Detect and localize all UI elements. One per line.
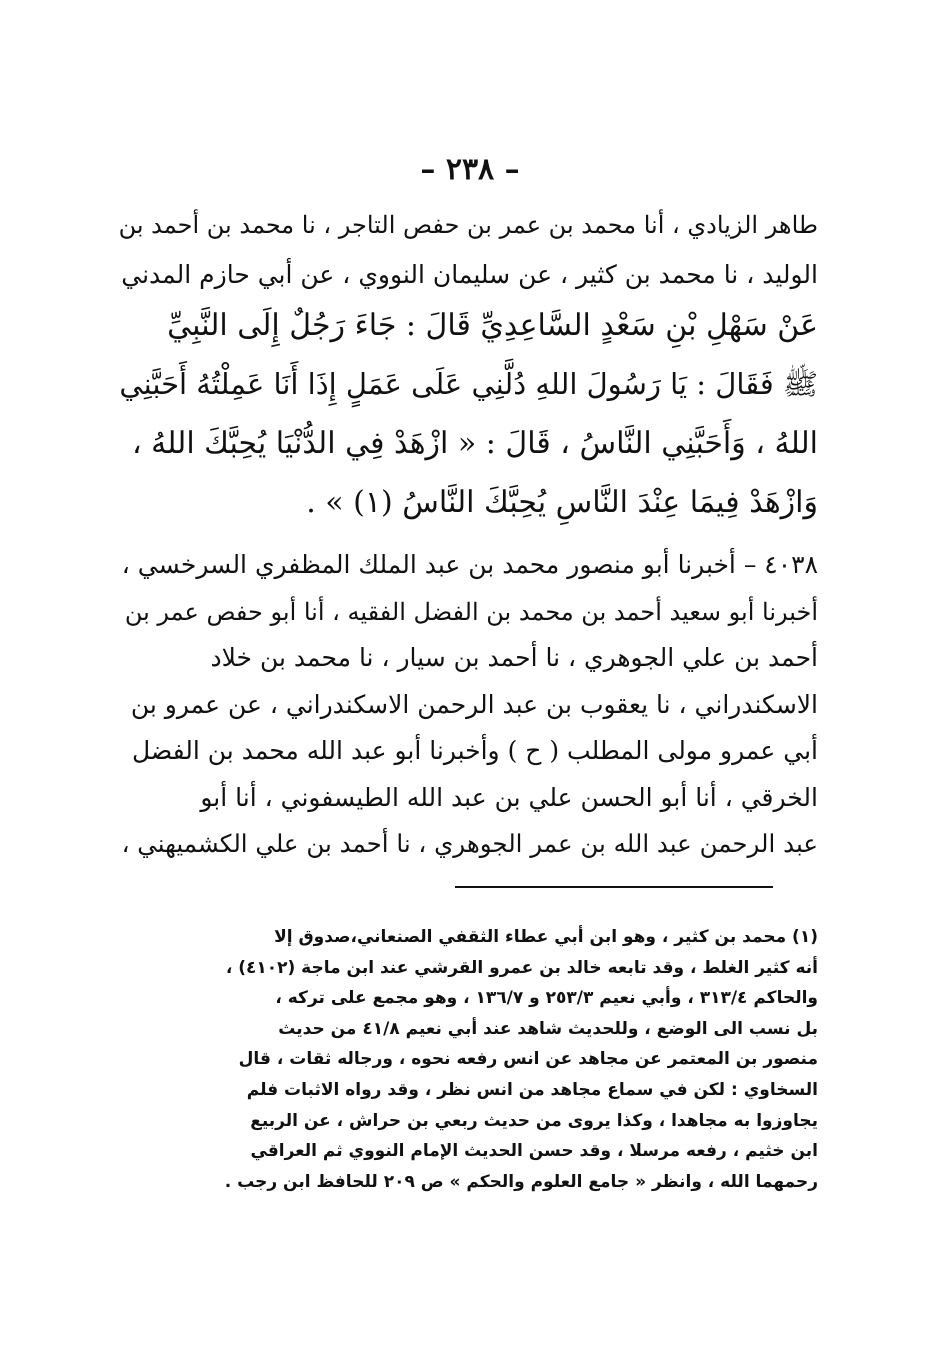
hadith-line: عَنْ سَهْلِ بْنِ سَعْدٍ السَّاعِدِيِّ قَالَ : جَاءَ رَجُلٌ إِلَى النَّبِيِّ — [167, 308, 818, 343]
page-number: – ٢٣٨ – — [420, 152, 520, 187]
text-line: أخبرنا أبو سعيد أحمد بن محمد بن الفضل الفقيه ، أنا أبو حفص عمر بن — [124, 597, 818, 626]
text-line: أحمد بن علي الجوهري ، نا أحمد بن سيار ، نا محمد بن خلاد — [210, 643, 818, 672]
footnote-separator — [455, 886, 773, 888]
hadith-line: وَازْهَدْ فِيمَا عِنْدَ النَّاسِ يُحِبَّكَ النَّاسُ (١) » . — [306, 485, 818, 520]
hadith-text — [118, 296, 818, 532]
footnote-line: (١) محمد بن كثير ، وهو ابن أبي عطاء الثقفي الصنعاني،صدوق إلا — [274, 927, 818, 947]
text-line: الخرقي ، أنا أبو الحسن علي بن عبد الله الطيسفوني ، أنا أبو — [200, 782, 818, 812]
isnad-continuation — [118, 200, 818, 300]
footnote-line: بل نسب الى الوضع ، وللحديث شاهد عند أبي نعيم ٤١/٨ من حديث — [278, 1018, 818, 1039]
footnote-line: يجاوزوا به مجاهدا ، وكذا يروى من حديث ربعي بن حراش ، عن الربيع — [250, 1110, 818, 1131]
hadith-line: ﷺ فَقَالَ : يَا رَسُولَ اللهِ دُلَّنِي عَلَى عَمَلٍ إِذَا أَنَا عَمِلْتُهُ أَحَبَّنِي — [119, 367, 818, 401]
text-line: الوليد ، نا محمد بن كثير ، عن سليمان النووي ، عن أبي حازم المدني — [121, 260, 818, 289]
text-line: طاهر الزيادي ، أنا محمد بن عمر بن حفص التاجر ، نا محمد بن أحمد بن — [118, 211, 818, 239]
footnote-line: رحمهما الله ، وانظر « جامع العلوم والحكم » ص ٢٠٩ للحافظ ابن رجب . — [224, 1171, 818, 1192]
footnote — [118, 922, 818, 1197]
footnote-line: والحاكم ٣١٣/٤ ، وأبي نعيم ٢٥٣/٣ و ١٣٦/٧ ، وهو مجمع على تركه ، — [275, 988, 818, 1009]
hadith-line: اللهُ ، وَأَحَبَّنِي النَّاسُ ، قَالَ : « ازْهَدْ فِي الدُّنْيَا يُحِبَّكَ اللهُ ، — [131, 426, 818, 461]
text-line: الاسكندراني ، نا يعقوب بن عبد الرحمن الاسكندراني ، عن عمرو بن — [130, 689, 818, 719]
footnote-line: ابن خثيم ، رفعه مرسلا ، وقد حسن الحديث الإمام النووي ثم العراقي — [250, 1141, 818, 1162]
footnote-line: السخاوي : لكن في سماع مجاهد من انس نظر ، وقد رواه الاثبات فلم — [246, 1079, 818, 1100]
footnote-line: أنه كثير الغلط ، وقد تابعه خالد بن عمرو القرشي عند ابن ماجة (٤١٠٢) ، — [225, 957, 818, 978]
text-line: أبي عمرو مولى المطلب ( ح ) وأخبرنا أبو عبد الله محمد بن الفضل — [132, 736, 818, 765]
text-line: عبد الرحمن عبد الله بن عمر الجوهري ، نا أحمد بن علي الكشميهني ، — [121, 829, 818, 858]
hadith-4038-paragraph — [118, 542, 818, 868]
footnote-line: منصور بن المعتمر عن مجاهد عن انس رفعه نحوه ، ورجاله ثقات ، قال — [238, 1049, 818, 1070]
text-line: ٤٠٣٨ – أخبرنا أبو منصور محمد بن عبد الملك المظفري السرخسي ، — [121, 550, 818, 579]
